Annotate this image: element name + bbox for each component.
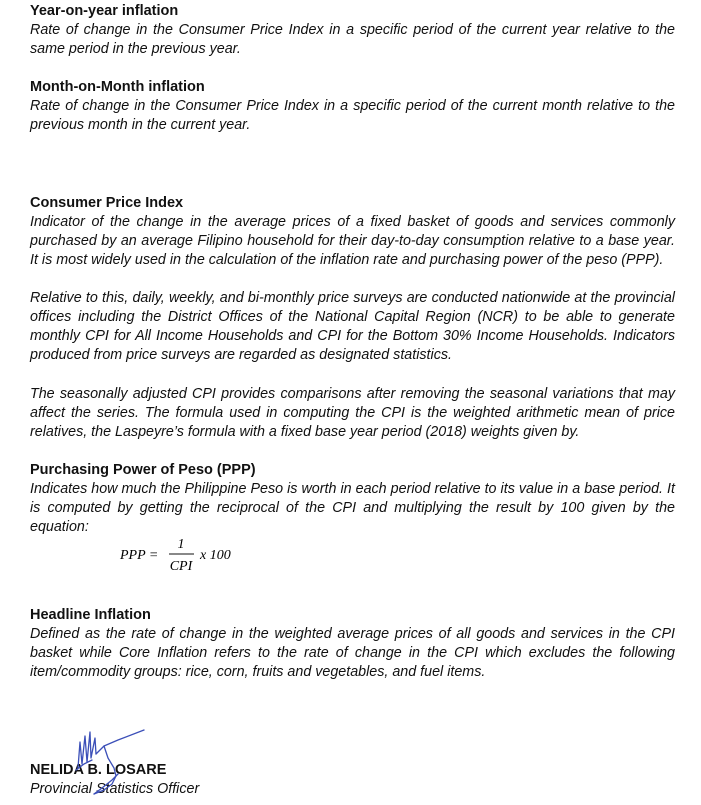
section-definition: Indicates how much the Philippine Peso is worth in each period relative to its value in a base period. It is computed by getting the reciprocal of the CPI and multiplying the result by 100 given by the equation:	[30, 481, 675, 535]
section-month-on-month-inflation	[30, 78, 675, 135]
section-heading: Month-on-Month inflation	[30, 79, 205, 95]
cpi-seasonal-paragraph	[30, 385, 675, 442]
formula-lhs: PPP =	[120, 548, 159, 563]
ppp-formula-graphic	[30, 535, 330, 575]
paragraph-text: The seasonally adjusted CPI provides comparisons after removing the seasonal variations that may affect the series. The formula used in computing the CPI is the weighted arithmetic mean of price relatives, the Laspeyre’s formula with a fixed base year period (2018) weights given by.	[30, 386, 675, 440]
formula-numerator: 1	[177, 537, 185, 552]
formula-rhs: x 100	[200, 548, 231, 563]
section-definition: Rate of change in the Consumer Price Index in a specific period of the current month relative to the previous month in the current year.	[30, 98, 675, 133]
section-year-on-year-inflation	[30, 2, 675, 59]
section-consumer-price-index	[30, 194, 675, 270]
paragraph-text: Relative to this, daily, weekly, and bi-monthly price surveys are conducted nationwide at the provincial offices including the District Offices of the National Capital Region (NCR) to be able to generate monthly CPI for All Income Households and CPI for the Bottom 30% Income Households. Indicators produced from price surveys are regarded as designated statistics.	[30, 290, 675, 363]
section-heading: Consumer Price Index	[30, 195, 184, 211]
signatory-name: NELIDA B. LOSARE	[30, 762, 167, 778]
section-definition: Defined as the rate of change in the weighted average prices of all goods and services in the CPI basket while Core Inflation refers to the rate of change in the CPI which excludes the following item/commodity groups: rice, corn, fruits and vegetables, and fuel items.	[30, 626, 675, 680]
section-heading: Purchasing Power of Peso (PPP)	[30, 462, 256, 478]
ppp-formula	[30, 535, 675, 575]
handwritten-signature	[60, 724, 170, 804]
cpi-survey-paragraph	[30, 289, 675, 365]
section-heading: Headline Inflation	[30, 607, 151, 623]
section-definition: Rate of change in the Consumer Price Index in a specific period of the current year relative to the same period in the previous year.	[30, 22, 675, 57]
signatory-title: Provincial Statistics Officer	[30, 781, 200, 797]
formula-denominator: CPI	[169, 559, 193, 574]
section-heading: Year-on-year inflation	[30, 3, 179, 19]
section-headline-inflation	[30, 606, 675, 682]
signature-block	[30, 720, 330, 805]
section-purchasing-power-of-peso	[30, 461, 675, 537]
section-definition: Indicator of the change in the average prices of a fixed basket of goods and services commonly purchased by an average Filipino household for their day-to-day consumption relative to a base year. It is most widely used in the calculation of the inflation rate and purchasing power of the peso (PPP).	[30, 214, 675, 268]
